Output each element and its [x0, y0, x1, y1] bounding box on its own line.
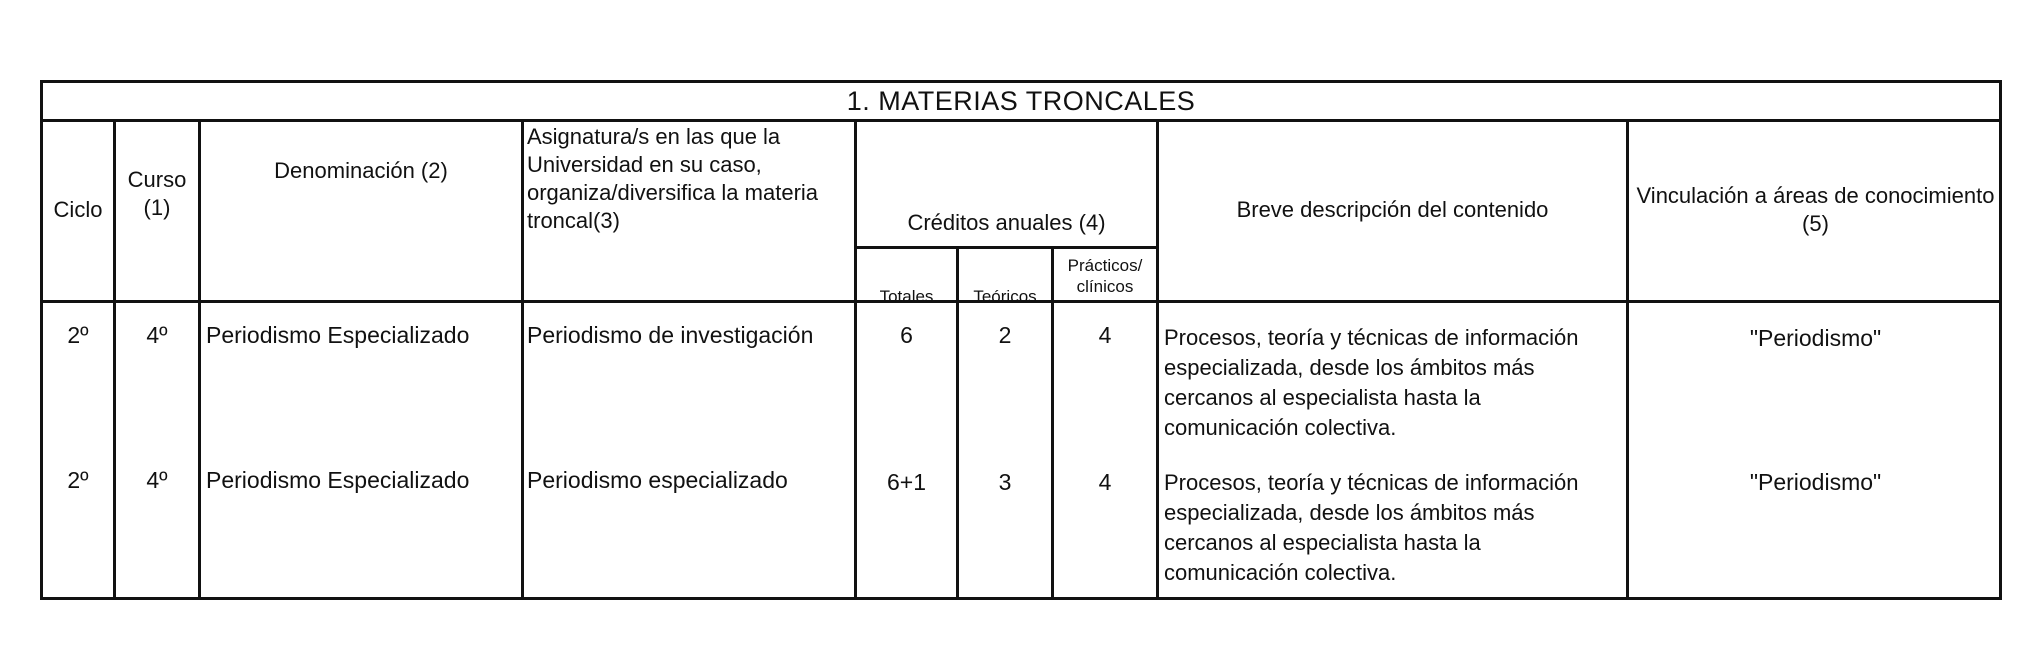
row1-ciclo: 2º	[67, 322, 89, 348]
row2-totales: 6+1	[886, 469, 926, 495]
row1-asignatura: Periodismo de investigación	[527, 322, 814, 348]
materias-troncales-table	[40, 80, 2002, 600]
header-denominacion: Denominación (2)	[274, 158, 448, 183]
row1-teoricos: 2	[998, 322, 1012, 348]
row2-teoricos: 3	[998, 469, 1012, 495]
row1-practicos: 4	[1098, 322, 1112, 348]
row2-denominacion: Periodismo Especializado	[206, 467, 470, 493]
row1-vinculacion: "Periodismo"	[1749, 325, 1882, 351]
col-divider	[854, 119, 857, 597]
table-title: 1. MATERIAS TRONCALES	[43, 83, 1999, 122]
header-ciclo: Ciclo	[53, 196, 103, 222]
row2-vinculacion: "Periodismo"	[1749, 469, 1882, 495]
row2-ciclo: 2º	[67, 467, 89, 493]
col-divider	[521, 119, 524, 597]
row2-descripcion: Procesos, teoría y técnicas de información especializada, desde los ámbitos más cercanos al especialista hasta la comunicación colectiva.	[1164, 470, 1579, 585]
header-totales: Totales	[879, 287, 934, 306]
creditos-subheader-line	[854, 246, 1159, 249]
row1-curso: 4º	[146, 322, 168, 348]
row1-denominacion: Periodismo Especializado	[206, 322, 470, 348]
header-vinculacion: Vinculación a áreas de conocimiento (5)	[1636, 182, 1995, 236]
header-teoricos: Teóricos	[973, 287, 1037, 306]
row2-practicos: 4	[1098, 469, 1112, 495]
header-curso: Curso (1)	[127, 167, 187, 220]
row2-asignatura: Periodismo especializado	[527, 467, 788, 493]
col-divider	[1051, 246, 1054, 597]
header-creditos: Créditos anuales (4)	[907, 210, 1106, 235]
row1-totales: 6	[900, 322, 913, 348]
header-descripcion: Breve descripción del contenido	[1236, 196, 1549, 222]
header-asignatura: Asignatura/s en las que la Universidad en su caso, organiza/diversifica la materia troncal(3)	[527, 124, 819, 233]
row1-descripcion: Procesos, teoría y técnicas de información especializada, desde los ámbitos más cercanos al especialista hasta la comunicación colectiva.	[1164, 325, 1579, 440]
row2-curso: 4º	[146, 467, 168, 493]
header-practicos: Prácticos/ clínicos	[1067, 256, 1143, 296]
